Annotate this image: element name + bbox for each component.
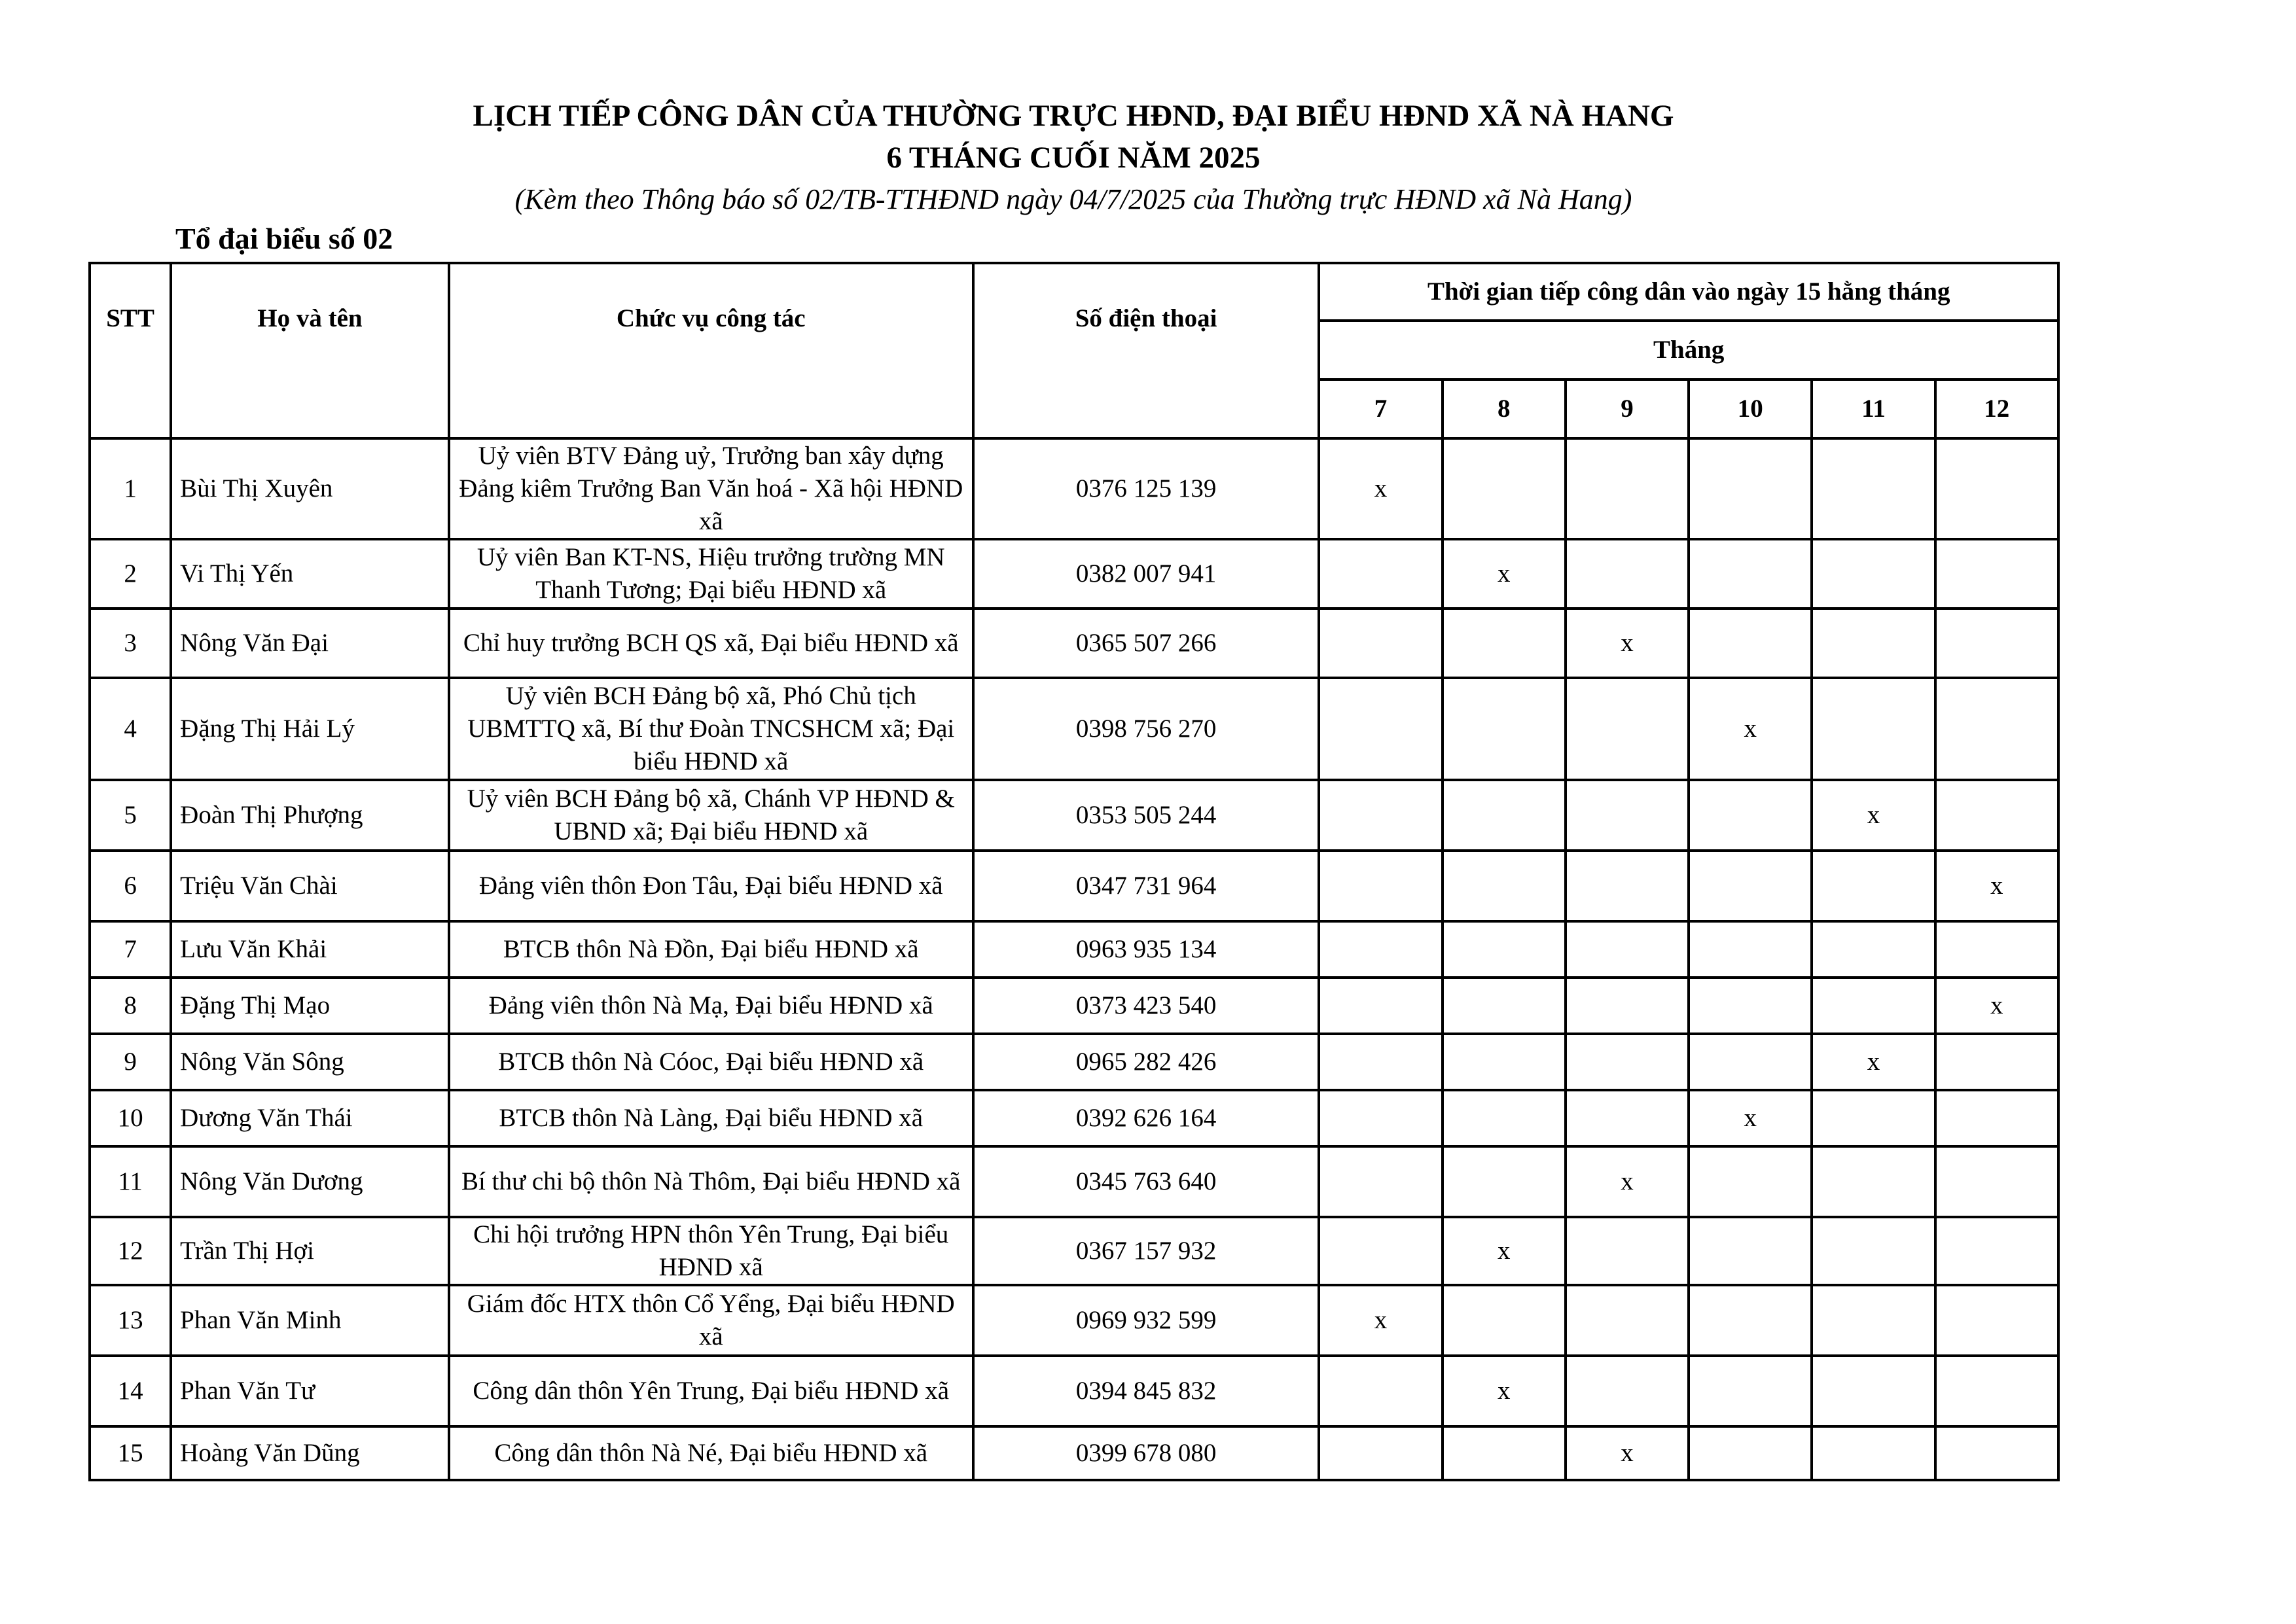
row-position: Uỷ viên BCH Đảng bộ xã, Phó Chủ tịch UBMTTQ xã, Bí thư Đoàn TNCSHCM xã; Đại biểu HĐND xã — [449, 678, 973, 780]
row-stt: 11 — [90, 1146, 171, 1217]
row-name: Trần Thị Hợi — [171, 1217, 449, 1285]
schedule-cell — [1566, 978, 1689, 1034]
row-stt: 1 — [90, 438, 171, 539]
table-row — [90, 851, 2058, 921]
table-row — [90, 1146, 2058, 1217]
schedule-cell — [1319, 1090, 1442, 1146]
table-row — [90, 780, 2058, 851]
schedule-cell — [1566, 1285, 1689, 1356]
row-stt: 9 — [90, 1034, 171, 1090]
table-row — [90, 1285, 2058, 1356]
row-position: Giám đốc HTX thôn Cổ Yểng, Đại biểu HĐND xã — [449, 1285, 973, 1356]
row-phone: 0398 756 270 — [973, 678, 1319, 780]
schedule-cell — [1319, 921, 1442, 978]
header-month: Tháng — [1319, 321, 2058, 380]
row-phone: 0394 845 832 — [973, 1356, 1319, 1426]
schedule-cell — [1566, 1090, 1689, 1146]
table-row — [90, 539, 2058, 609]
row-name: Vi Thị Yến — [171, 539, 449, 609]
schedule-cell — [1935, 609, 2058, 678]
header-month-12: 12 — [1935, 380, 2058, 438]
schedule-cell — [1935, 438, 2058, 539]
schedule-cell — [1443, 851, 1566, 921]
schedule-cell — [1935, 1217, 2058, 1285]
schedule-mark: x — [1689, 678, 1812, 780]
row-position: BTCB thôn Nà Làng, Đại biểu HĐND xã — [449, 1090, 973, 1146]
schedule-mark: x — [1812, 1034, 1935, 1090]
schedule-cell — [1689, 978, 1812, 1034]
schedule-cell — [1319, 851, 1442, 921]
row-phone: 0965 282 426 — [973, 1034, 1319, 1090]
row-stt: 7 — [90, 921, 171, 978]
row-stt: 5 — [90, 780, 171, 851]
schedule-cell — [1812, 921, 1935, 978]
row-stt: 10 — [90, 1090, 171, 1146]
schedule-cell — [1689, 1426, 1812, 1480]
schedule-cell — [1689, 1285, 1812, 1356]
schedule-cell — [1935, 1090, 2058, 1146]
schedule-cell — [1812, 1090, 1935, 1146]
schedule-cell — [1443, 1034, 1566, 1090]
header-month-8: 8 — [1443, 380, 1566, 438]
row-stt: 6 — [90, 851, 171, 921]
row-position: BTCB thôn Nà Cóoc, Đại biểu HĐND xã — [449, 1034, 973, 1090]
schedule-mark: x — [1566, 1426, 1689, 1480]
row-name: Đặng Thị Mạo — [171, 978, 449, 1034]
row-position: Chỉ huy trưởng BCH QS xã, Đại biểu HĐND xã — [449, 609, 973, 678]
row-name: Nông Văn Sông — [171, 1034, 449, 1090]
row-stt: 4 — [90, 678, 171, 780]
schedule-table — [88, 262, 2060, 1481]
row-name: Phan Văn Tư — [171, 1356, 449, 1426]
row-position: Công dân thôn Yên Trung, Đại biểu HĐND xã — [449, 1356, 973, 1426]
schedule-cell — [1812, 1217, 1935, 1285]
table-row — [90, 1426, 2058, 1480]
row-position: Uỷ viên BCH Đảng bộ xã, Chánh VP HĐND & UBND xã; Đại biểu HĐND xã — [449, 780, 973, 851]
schedule-cell — [1812, 1426, 1935, 1480]
row-name: Triệu Văn Chài — [171, 851, 449, 921]
schedule-mark: x — [1319, 1285, 1442, 1356]
schedule-cell — [1689, 921, 1812, 978]
row-name: Lưu Văn Khải — [171, 921, 449, 978]
row-stt: 2 — [90, 539, 171, 609]
schedule-cell — [1566, 1217, 1689, 1285]
row-position: BTCB thôn Nà Đồn, Đại biểu HĐND xã — [449, 921, 973, 978]
table-row — [90, 678, 2058, 780]
row-phone: 0969 932 599 — [973, 1285, 1319, 1356]
schedule-cell — [1443, 678, 1566, 780]
row-stt: 8 — [90, 978, 171, 1034]
schedule-cell — [1319, 1146, 1442, 1217]
document-title-period: 6 THÁNG CUỐI NĂM 2025 — [886, 141, 1261, 175]
schedule-cell — [1812, 609, 1935, 678]
row-phone: 0399 678 080 — [973, 1426, 1319, 1480]
header-month-10: 10 — [1689, 380, 1812, 438]
row-phone: 0382 007 941 — [973, 539, 1319, 609]
row-phone: 0353 505 244 — [973, 780, 1319, 851]
schedule-mark: x — [1443, 1217, 1566, 1285]
row-phone: 0365 507 266 — [973, 609, 1319, 678]
schedule-cell — [1566, 1356, 1689, 1426]
schedule-cell — [1812, 1285, 1935, 1356]
schedule-mark: x — [1689, 1090, 1812, 1146]
row-name: Phan Văn Minh — [171, 1285, 449, 1356]
row-name: Nông Văn Đại — [171, 609, 449, 678]
schedule-cell — [1319, 678, 1442, 780]
schedule-cell — [1443, 609, 1566, 678]
schedule-cell — [1689, 1034, 1812, 1090]
header-month-7: 7 — [1319, 380, 1442, 438]
schedule-cell — [1566, 780, 1689, 851]
schedule-cell — [1319, 1217, 1442, 1285]
table-row — [90, 978, 2058, 1034]
row-position: Công dân thôn Nà Né, Đại biểu HĐND xã — [449, 1426, 973, 1480]
schedule-cell — [1689, 1146, 1812, 1217]
schedule-cell — [1935, 678, 2058, 780]
row-name: Dương Văn Thái — [171, 1090, 449, 1146]
row-phone: 0347 731 964 — [973, 851, 1319, 921]
schedule-cell — [1935, 539, 2058, 609]
header-name: Họ và tên — [171, 263, 449, 438]
schedule-cell — [1566, 851, 1689, 921]
schedule-cell — [1689, 609, 1812, 678]
row-position: Chi hội trưởng HPN thôn Yên Trung, Đại biểu HĐND xã — [449, 1217, 973, 1285]
schedule-mark: x — [1812, 780, 1935, 851]
schedule-mark: x — [1566, 1146, 1689, 1217]
document-title: LỊCH TIẾP CÔNG DÂN CỦA THƯỜNG TRỰC HĐND, ĐẠI BIỂU HĐND XÃ NÀ HANG — [473, 99, 1674, 133]
row-position: Uỷ viên BTV Đảng uỷ, Trưởng ban xây dựng Đảng kiêm Trưởng Ban Văn hoá - Xã hội HĐND xã — [449, 438, 973, 539]
schedule-cell — [1566, 1034, 1689, 1090]
row-name: Đặng Thị Hải Lý — [171, 678, 449, 780]
row-stt: 14 — [90, 1356, 171, 1426]
document-subtitle: (Kèm theo Thông báo số 02/TB-TTHĐND ngày 04/7/2025 của Thường trực HĐND xã Nà Hang) — [514, 183, 1632, 215]
schedule-cell — [1812, 851, 1935, 921]
schedule-cell — [1812, 539, 1935, 609]
row-name: Đoàn Thị Phượng — [171, 780, 449, 851]
row-stt: 13 — [90, 1285, 171, 1356]
table-row — [90, 921, 2058, 978]
schedule-cell — [1443, 1285, 1566, 1356]
row-name: Bùi Thị Xuyên — [171, 438, 449, 539]
row-position: Uỷ viên Ban KT-NS, Hiệu trưởng trường MN Thanh Tương; Đại biểu HĐND xã — [449, 539, 973, 609]
row-phone: 0373 423 540 — [973, 978, 1319, 1034]
schedule-cell — [1566, 438, 1689, 539]
schedule-cell — [1443, 1090, 1566, 1146]
row-name: Hoàng Văn Dũng — [171, 1426, 449, 1480]
schedule-cell — [1812, 678, 1935, 780]
schedule-cell — [1935, 780, 2058, 851]
row-stt: 15 — [90, 1426, 171, 1480]
schedule-cell — [1812, 1146, 1935, 1217]
schedule-cell — [1319, 978, 1442, 1034]
row-phone: 0367 157 932 — [973, 1217, 1319, 1285]
row-stt: 3 — [90, 609, 171, 678]
schedule-cell — [1566, 678, 1689, 780]
schedule-cell — [1319, 1356, 1442, 1426]
schedule-cell — [1935, 1426, 2058, 1480]
header-position: Chức vụ công tác — [449, 263, 973, 438]
table-row — [90, 1356, 2058, 1426]
table-row — [90, 1217, 2058, 1285]
schedule-cell — [1566, 921, 1689, 978]
group-label: Tổ đại biểu số 02 — [175, 222, 393, 255]
document-header — [0, 95, 2147, 221]
schedule-cell — [1689, 1217, 1812, 1285]
schedule-mark: x — [1935, 851, 2058, 921]
schedule-cell — [1319, 1034, 1442, 1090]
schedule-cell — [1935, 1285, 2058, 1356]
row-phone: 0345 763 640 — [973, 1146, 1319, 1217]
schedule-cell — [1443, 978, 1566, 1034]
schedule-cell — [1935, 1034, 2058, 1090]
header-month-11: 11 — [1812, 380, 1935, 438]
row-phone: 0963 935 134 — [973, 921, 1319, 978]
table-row — [90, 438, 2058, 539]
row-position: Đảng viên thôn Nà Mạ, Đại biểu HĐND xã — [449, 978, 973, 1034]
schedule-cell — [1689, 780, 1812, 851]
header-stt: STT — [90, 263, 171, 438]
schedule-cell — [1812, 1356, 1935, 1426]
schedule-mark: x — [1319, 438, 1442, 539]
schedule-cell — [1935, 1356, 2058, 1426]
schedule-cell — [1319, 1426, 1442, 1480]
schedule-cell — [1689, 851, 1812, 921]
table-row — [90, 1034, 2058, 1090]
schedule-mark: x — [1443, 539, 1566, 609]
row-position: Đảng viên thôn Đon Tâu, Đại biểu HĐND xã — [449, 851, 973, 921]
row-name: Nông Văn Dương — [171, 1146, 449, 1217]
row-stt: 12 — [90, 1217, 171, 1285]
schedule-cell — [1443, 780, 1566, 851]
schedule-cell — [1935, 921, 2058, 978]
schedule-cell — [1443, 921, 1566, 978]
table-row — [90, 609, 2058, 678]
schedule-cell — [1689, 438, 1812, 539]
schedule-cell — [1812, 978, 1935, 1034]
schedule-cell — [1689, 1356, 1812, 1426]
schedule-mark: x — [1566, 609, 1689, 678]
header-phone: Số điện thoại — [973, 263, 1319, 438]
schedule-cell — [1566, 539, 1689, 609]
row-phone: 0376 125 139 — [973, 438, 1319, 539]
schedule-cell — [1812, 438, 1935, 539]
table-row — [90, 1090, 2058, 1146]
schedule-cell — [1689, 539, 1812, 609]
header-month-9: 9 — [1566, 380, 1689, 438]
schedule-cell — [1443, 438, 1566, 539]
schedule-cell — [1443, 1146, 1566, 1217]
schedule-cell — [1319, 780, 1442, 851]
schedule-cell — [1319, 539, 1442, 609]
schedule-mark: x — [1443, 1356, 1566, 1426]
row-phone: 0392 626 164 — [973, 1090, 1319, 1146]
schedule-cell — [1935, 1146, 2058, 1217]
schedule-cell — [1443, 1426, 1566, 1480]
schedule-cell — [1319, 609, 1442, 678]
row-position: Bí thư chi bộ thôn Nà Thôm, Đại biểu HĐND xã — [449, 1146, 973, 1217]
schedule-mark: x — [1935, 978, 2058, 1034]
header-schedule: Thời gian tiếp công dân vào ngày 15 hằng tháng — [1319, 263, 2058, 321]
